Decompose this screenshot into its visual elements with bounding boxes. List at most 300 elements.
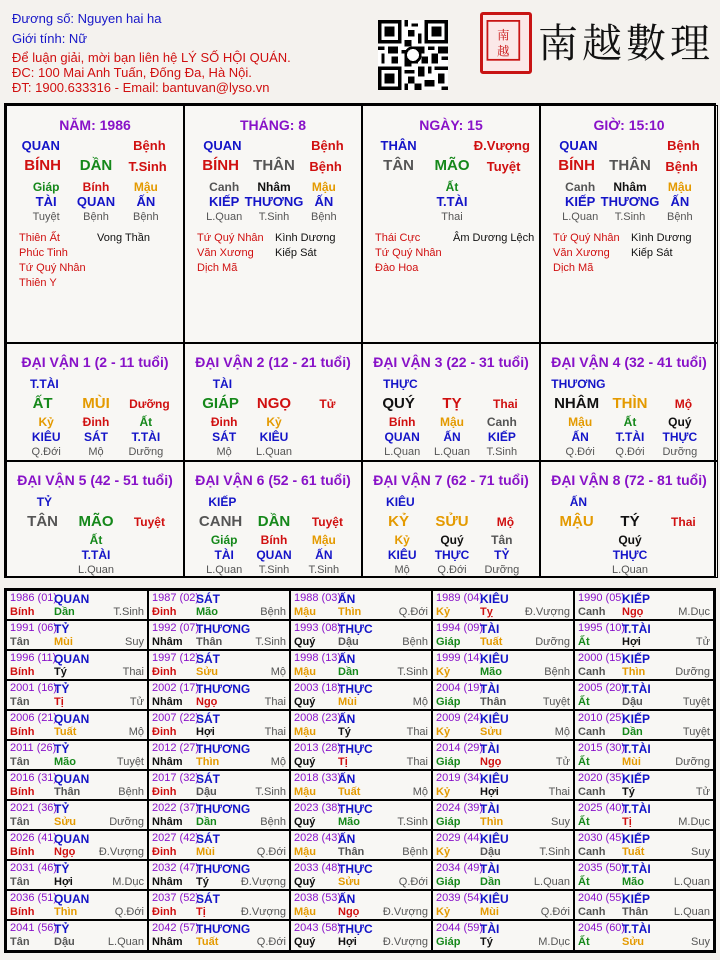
hidden-life-stage: Dưỡng xyxy=(128,446,164,458)
year-star: T.TÀI xyxy=(622,922,651,936)
symbolic-star: Tứ Quý Nhân xyxy=(19,262,86,274)
year-life-stage: M.Dục xyxy=(678,816,710,828)
symbolic-star: Tứ Quý Nhân xyxy=(375,247,442,259)
gender: Giới tính: Nữ xyxy=(12,31,88,46)
year-cell xyxy=(290,770,432,800)
hidden-life-stage: Mộ xyxy=(88,446,104,458)
year-star: KIẾP xyxy=(622,892,651,906)
year-star: ẤN xyxy=(338,772,356,786)
year-branch: Sửu xyxy=(54,816,77,828)
life-stage: Thai xyxy=(493,397,518,411)
year-cell xyxy=(290,830,432,860)
year-stem: Giáp xyxy=(436,816,461,828)
year-stem: Ất xyxy=(578,936,590,948)
year-label: 2008 (23) xyxy=(294,712,342,724)
symbolic-star: Kiếp Sát xyxy=(631,247,673,259)
year-branch: Thân xyxy=(622,906,649,918)
year-star: QUAN xyxy=(54,712,90,726)
earthly-branch: SỬU xyxy=(435,513,469,530)
dai-van-8 xyxy=(540,461,718,578)
year-cell xyxy=(432,740,574,770)
year-cell xyxy=(6,650,148,680)
year-stem: Canh xyxy=(578,726,606,738)
year-label: 2040 (55) xyxy=(578,892,626,904)
year-stem: Nhâm xyxy=(152,936,183,948)
year-branch: Mùi xyxy=(54,636,73,648)
year-life-stage: Bệnh xyxy=(118,786,144,798)
hidden-life-stage: L.Quan xyxy=(206,564,243,576)
year-life-stage: Bệnh xyxy=(402,846,428,858)
year-life-stage: Tử xyxy=(555,756,570,768)
year-label: 2014 (29) xyxy=(436,742,484,754)
year-branch: Sửu xyxy=(196,666,219,678)
year-cell xyxy=(148,710,290,740)
year-stem: Ất xyxy=(578,816,590,828)
year-label: 2026 (41) xyxy=(10,832,58,844)
symbolic-star: Kiếp Sát xyxy=(275,247,317,259)
heavenly-stem: BÍNH xyxy=(558,157,595,174)
year-life-stage: Bệnh xyxy=(402,636,428,648)
year-branch: Dần xyxy=(338,666,359,678)
year-life-stage: Dưỡng xyxy=(675,666,710,678)
hidden-life-stage: L.Quan xyxy=(77,564,115,576)
year-star: THƯƠNG xyxy=(196,802,251,816)
year-branch: Hợi xyxy=(480,786,499,798)
dai-van-title: ĐẠI VẬN 1 (2 - 11 tuổi) xyxy=(21,354,169,370)
year-life-stage: Thai xyxy=(264,696,286,708)
year-stem: Đinh xyxy=(152,606,177,618)
hidden-stem: Ất xyxy=(623,415,637,429)
hidden-star: ẤN xyxy=(314,194,334,209)
pillar-title: NĂM: 1986 xyxy=(59,117,131,133)
year-stem: Bính xyxy=(10,786,35,798)
year-cell xyxy=(290,620,432,650)
heavenly-stem: BÍNH xyxy=(202,157,239,174)
earthly-branch: TỴ xyxy=(442,395,462,412)
year-branch: Hợi xyxy=(622,636,641,648)
year-star: KIÊU xyxy=(480,712,509,726)
year-label: 1997 (12) xyxy=(152,652,200,664)
hidden-life-stage: T.Sinh xyxy=(258,564,290,576)
year-stem: Canh xyxy=(578,606,606,618)
hidden-life-stage: Q.Đới xyxy=(565,446,595,458)
year-stem: Giáp xyxy=(436,876,461,888)
year-cell xyxy=(6,860,148,890)
year-cell xyxy=(574,590,714,620)
year-stem: Ất xyxy=(578,876,590,888)
year-stem: Canh xyxy=(578,786,606,798)
year-life-stage: T.Sinh xyxy=(397,816,428,828)
year-cell xyxy=(290,740,432,770)
year-stem: Kỷ xyxy=(436,666,451,678)
hidden-star: ẤN xyxy=(571,430,589,444)
life-stage: Dưỡng xyxy=(129,397,170,411)
year-star: TÀI xyxy=(480,742,500,756)
hidden-stem: Quý xyxy=(440,533,464,547)
year-cell xyxy=(574,890,714,920)
year-branch: Hợi xyxy=(338,936,357,948)
year-life-stage: Tuyệt xyxy=(542,696,570,708)
year-label: 2031 (46) xyxy=(10,862,58,874)
dai-van-1 xyxy=(6,343,184,461)
hidden-star: T.TÀI xyxy=(131,430,161,444)
year-star: TỶ xyxy=(54,682,70,696)
year-cell xyxy=(290,860,432,890)
top-star: QUAN xyxy=(203,138,242,153)
year-stem: Bính xyxy=(10,666,35,678)
year-star: THƯƠNG xyxy=(196,862,251,876)
year-cell xyxy=(148,650,290,680)
hidden-stem: Bính xyxy=(388,415,416,429)
year-star: KIÊU xyxy=(480,772,509,786)
year-stem: Mậu xyxy=(294,666,316,678)
year-cell xyxy=(148,740,290,770)
year-star: SÁT xyxy=(196,772,220,786)
life-stage: Tuyệt xyxy=(486,159,521,174)
year-stem: Bính xyxy=(10,606,35,618)
year-cell xyxy=(432,920,574,951)
year-life-stage: T.Sinh xyxy=(397,666,428,678)
earthly-branch: DẦN xyxy=(79,157,113,174)
year-star: THỰC xyxy=(338,622,373,636)
hidden-star: THƯƠNG xyxy=(600,194,660,209)
year-cell xyxy=(574,920,714,951)
hidden-star: KIÊU xyxy=(387,548,417,562)
year-cell xyxy=(432,590,574,620)
hidden-star: ẤN xyxy=(670,194,690,209)
year-label: 2034 (49) xyxy=(436,862,484,874)
year-branch: Dần xyxy=(54,606,75,618)
year-stem: Tân xyxy=(10,876,30,888)
pillar-3 xyxy=(540,105,718,343)
year-branch: Dậu xyxy=(196,786,217,798)
phone-email: ĐT: 1900.633316 - Email: bantuvan@lyso.vn xyxy=(12,80,270,95)
year-label: 2039 (54) xyxy=(436,892,484,904)
year-star: KIẾP xyxy=(622,832,651,846)
year-life-stage: Mộ xyxy=(554,726,570,738)
year-cell xyxy=(290,680,432,710)
year-stem: Bính xyxy=(10,726,35,738)
year-star: ẤN xyxy=(338,892,356,906)
hidden-stem: Canh xyxy=(486,415,517,429)
year-stem: Nhâm xyxy=(152,696,183,708)
year-star: T.TÀI xyxy=(622,682,651,696)
year-stem: Đinh xyxy=(152,786,177,798)
brand-title: 南越數理 xyxy=(538,21,714,67)
year-star: SÁT xyxy=(196,892,220,906)
earthly-branch: THÂN xyxy=(253,157,295,174)
person-name: Đương số: Nguyen hai ha xyxy=(12,11,162,26)
year-life-stage: Đ.Vượng xyxy=(240,876,286,888)
year-branch: Mão xyxy=(338,816,360,828)
year-cell xyxy=(148,770,290,800)
dai-van-title: ĐẠI VẬN 4 (32 - 41 tuổi) xyxy=(551,354,707,370)
life-stage: Tuyệt xyxy=(311,515,343,529)
hidden-stem: Quý xyxy=(668,415,692,429)
year-star: SÁT xyxy=(196,832,220,846)
top-star: Bệnh xyxy=(133,138,166,153)
year-star: TỶ xyxy=(54,742,70,756)
hidden-star: QUAN xyxy=(384,430,420,444)
year-cell xyxy=(574,710,714,740)
year-cell xyxy=(574,800,714,830)
year-star: KIÊU xyxy=(480,652,509,666)
year-life-stage: Mộ xyxy=(128,726,144,738)
year-life-stage: Suy xyxy=(691,936,710,948)
year-branch: Sửu xyxy=(622,936,645,948)
earthly-branch: MÃO xyxy=(78,513,114,530)
year-cell xyxy=(6,680,148,710)
year-branch: Tý xyxy=(54,666,67,678)
dai-van-title: ĐẠI VẬN 7 (62 - 71 tuổi) xyxy=(373,472,529,488)
year-star: TỶ xyxy=(54,862,70,876)
year-cell xyxy=(432,710,574,740)
year-label: 1989 (04) xyxy=(436,592,484,604)
year-stem: Tân xyxy=(10,816,30,828)
year-stem: Đinh xyxy=(152,666,177,678)
year-star: QUAN xyxy=(54,652,90,666)
year-cell xyxy=(6,710,148,740)
hidden-star: TÀI xyxy=(214,548,234,562)
year-branch: Ngọ xyxy=(196,696,218,708)
year-label: 1998 (13) xyxy=(294,652,342,664)
dai-van-star: ẤN xyxy=(569,495,588,509)
symbolic-star: Thiên Y xyxy=(19,277,57,289)
year-label: 2019 (34) xyxy=(436,772,484,784)
hidden-star: T.TÀI xyxy=(436,194,468,209)
year-label: 2003 (18) xyxy=(294,682,342,694)
year-life-stage: Đ.Vượng xyxy=(240,906,286,918)
dai-van-6 xyxy=(184,461,362,578)
hidden-stem: Mậu xyxy=(133,180,158,194)
year-label: 2022 (37) xyxy=(152,802,200,814)
hidden-star: THỰC xyxy=(662,430,698,444)
year-branch: Dậu xyxy=(480,846,501,858)
hidden-life-stage: Dưỡng xyxy=(484,564,520,576)
heavenly-stem: BÍNH xyxy=(24,157,61,174)
year-stem: Mậu xyxy=(294,726,316,738)
year-stem: Đinh xyxy=(152,726,177,738)
year-star: QUAN xyxy=(54,592,90,606)
year-label: 1996 (11) xyxy=(10,652,57,664)
seal-icon xyxy=(483,15,529,71)
year-stem: Đinh xyxy=(152,906,177,918)
hidden-life-stage: Bệnh xyxy=(310,211,337,223)
life-stage: Mộ xyxy=(674,397,693,411)
year-label: 2013 (28) xyxy=(294,742,342,754)
earthly-branch: NGỌ xyxy=(256,395,292,412)
year-star: TỶ xyxy=(54,922,70,936)
year-stem: Nhâm xyxy=(152,756,183,768)
year-label: 2029 (44) xyxy=(436,832,484,844)
year-branch: Mùi xyxy=(622,756,641,768)
year-star: THỰC xyxy=(338,802,373,816)
year-stem: Đinh xyxy=(152,846,177,858)
year-stem: Mậu xyxy=(294,906,316,918)
year-cell xyxy=(432,890,574,920)
annual-luck-grid xyxy=(4,588,716,953)
year-label: 2015 (30) xyxy=(578,742,626,754)
year-stem: Quý xyxy=(294,816,316,828)
hidden-stem: Ất xyxy=(89,533,103,547)
year-life-stage: M.Dục xyxy=(538,936,570,948)
symbolic-star: Dịch Mã xyxy=(197,262,238,274)
hidden-life-stage: L.Quan xyxy=(433,446,471,458)
year-stem: Quý xyxy=(294,636,316,648)
year-life-stage: Bệnh xyxy=(260,606,286,618)
earthly-branch: THÌN xyxy=(612,395,648,412)
year-branch: Ngọ xyxy=(338,906,360,918)
year-cell xyxy=(432,650,574,680)
year-label: 1990 (05) xyxy=(578,592,626,604)
hidden-star: THỰC xyxy=(434,548,470,562)
year-star: THƯƠNG xyxy=(196,622,251,636)
dai-van-title: ĐẠI VẬN 3 (22 - 31 tuổi) xyxy=(373,354,529,370)
dai-van-star: KIÊU xyxy=(386,495,415,509)
hidden-stem: Canh xyxy=(209,180,240,194)
year-branch: Mùi xyxy=(338,696,357,708)
year-life-stage: L.Quan xyxy=(673,906,710,918)
year-life-stage: Thai xyxy=(548,786,570,798)
year-star: T.TÀI xyxy=(622,802,651,816)
year-cell xyxy=(290,920,432,951)
year-life-stage: Đ.Vượng xyxy=(382,936,428,948)
pillar-title: GIỜ: 15:10 xyxy=(593,117,665,133)
year-cell xyxy=(148,860,290,890)
year-label: 2025 (40) xyxy=(578,802,626,814)
hidden-star: KIÊU xyxy=(259,430,289,444)
heavenly-stem: CANH xyxy=(198,513,243,530)
chart-main xyxy=(4,103,716,578)
year-cell xyxy=(574,650,714,680)
year-branch: Tý xyxy=(480,936,493,948)
year-life-stage: T.Sinh xyxy=(255,636,286,648)
year-branch: Mùi xyxy=(196,846,215,858)
pillar-0 xyxy=(6,105,184,343)
year-cell xyxy=(290,890,432,920)
year-label: 1995 (10) xyxy=(578,622,626,634)
year-branch: Hợi xyxy=(54,876,73,888)
hidden-stem: Nhâm xyxy=(257,180,291,194)
year-branch: Tị xyxy=(54,696,64,708)
year-branch: Thân xyxy=(480,696,507,708)
year-life-stage: Mộ xyxy=(412,696,428,708)
year-cell xyxy=(148,800,290,830)
year-life-stage: Tuyệt xyxy=(682,696,710,708)
year-label: 2005 (20) xyxy=(578,682,626,694)
year-cell xyxy=(574,740,714,770)
year-life-stage: Mộ xyxy=(412,786,428,798)
year-life-stage: T.Sinh xyxy=(113,606,144,618)
year-stem: Giáp xyxy=(436,936,461,948)
year-branch: Dậu xyxy=(54,936,75,948)
top-star: QUAN xyxy=(559,138,598,153)
year-branch: Ngọ xyxy=(480,756,502,768)
year-life-stage: Tử xyxy=(129,696,144,708)
year-label: 2007 (22) xyxy=(152,712,200,724)
symbolic-star: Thiên Ất xyxy=(19,232,60,244)
hidden-stem: Kỷ xyxy=(266,415,282,429)
year-star: KIẾP xyxy=(622,652,651,666)
year-branch: Dần xyxy=(196,816,217,828)
symbolic-star: Vong Thần xyxy=(97,232,151,244)
hidden-stem: Kỷ xyxy=(394,533,410,547)
hidden-life-stage: L.Quan xyxy=(206,211,243,223)
hidden-life-stage: L.Quan xyxy=(255,446,293,458)
year-stem: Canh xyxy=(578,666,606,678)
year-star: KIẾP xyxy=(622,592,651,606)
hidden-star: KIẾP xyxy=(487,430,516,444)
year-branch: Thìn xyxy=(196,756,220,768)
symbolic-star: Phúc Tinh xyxy=(19,247,68,259)
year-life-stage: Q.Đới xyxy=(540,906,570,918)
hidden-life-stage: Q.Đới xyxy=(437,564,467,576)
year-star: KIÊU xyxy=(480,592,509,606)
year-label: 1999 (14) xyxy=(436,652,484,664)
year-star: TỶ xyxy=(54,802,70,816)
dai-van-title: ĐẠI VẬN 5 (42 - 51 tuổi) xyxy=(17,472,173,488)
life-stage: T.Sinh xyxy=(128,159,167,174)
dai-van-4 xyxy=(540,343,718,461)
year-star: KIẾP xyxy=(622,772,651,786)
year-label: 2035 (50) xyxy=(578,862,626,874)
year-life-stage: Q.Đới xyxy=(398,606,428,618)
hidden-star: KIẾP xyxy=(208,194,240,209)
life-stage: Tử xyxy=(319,397,336,411)
qr-code xyxy=(378,20,448,90)
top-star: QUAN xyxy=(21,138,60,153)
hidden-life-stage: T.Sinh xyxy=(258,211,290,223)
year-label: 2004 (19) xyxy=(436,682,484,694)
year-branch: Thìn xyxy=(54,906,78,918)
year-star: TÀI xyxy=(480,922,500,936)
year-label: 2027 (42) xyxy=(152,832,200,844)
pillar-title: NGÀY: 15 xyxy=(419,117,483,133)
year-stem: Canh xyxy=(578,906,606,918)
year-cell xyxy=(148,890,290,920)
year-life-stage: Tử xyxy=(695,786,710,798)
year-cell xyxy=(148,830,290,860)
year-stem: Quý xyxy=(294,936,316,948)
year-branch: Thìn xyxy=(622,666,646,678)
year-cell xyxy=(148,680,290,710)
year-branch: Hợi xyxy=(196,726,215,738)
year-label: 2033 (48) xyxy=(294,862,342,874)
year-branch: Dậu xyxy=(622,696,643,708)
year-label: 2032 (47) xyxy=(152,862,200,874)
hidden-stem: Ất xyxy=(445,180,459,194)
hidden-star: TỶ xyxy=(494,548,510,562)
hidden-star: SÁT xyxy=(212,430,237,444)
year-life-stage: T.Sinh xyxy=(255,786,286,798)
year-label: 1988 (03) xyxy=(294,592,342,604)
top-star: Bệnh xyxy=(667,138,700,153)
year-life-stage: Suy xyxy=(691,846,710,858)
year-cell xyxy=(6,620,148,650)
year-star: T.TÀI xyxy=(622,742,651,756)
heavenly-stem: ẤT xyxy=(32,395,53,412)
dai-van-title: ĐẠI VẬN 6 (52 - 61 tuổi) xyxy=(195,472,351,488)
hidden-stem: Bính xyxy=(260,533,288,547)
hidden-star: QUAN xyxy=(256,548,292,562)
symbolic-star: Tứ Quý Nhân xyxy=(197,232,264,244)
year-label: 1986 (01) xyxy=(10,592,58,604)
year-cell xyxy=(6,590,148,620)
year-life-stage: Dưỡng xyxy=(535,636,570,648)
hidden-stem: Mậu xyxy=(311,180,336,194)
year-stem: Bính xyxy=(10,846,35,858)
heavenly-stem: KỶ xyxy=(388,513,410,530)
